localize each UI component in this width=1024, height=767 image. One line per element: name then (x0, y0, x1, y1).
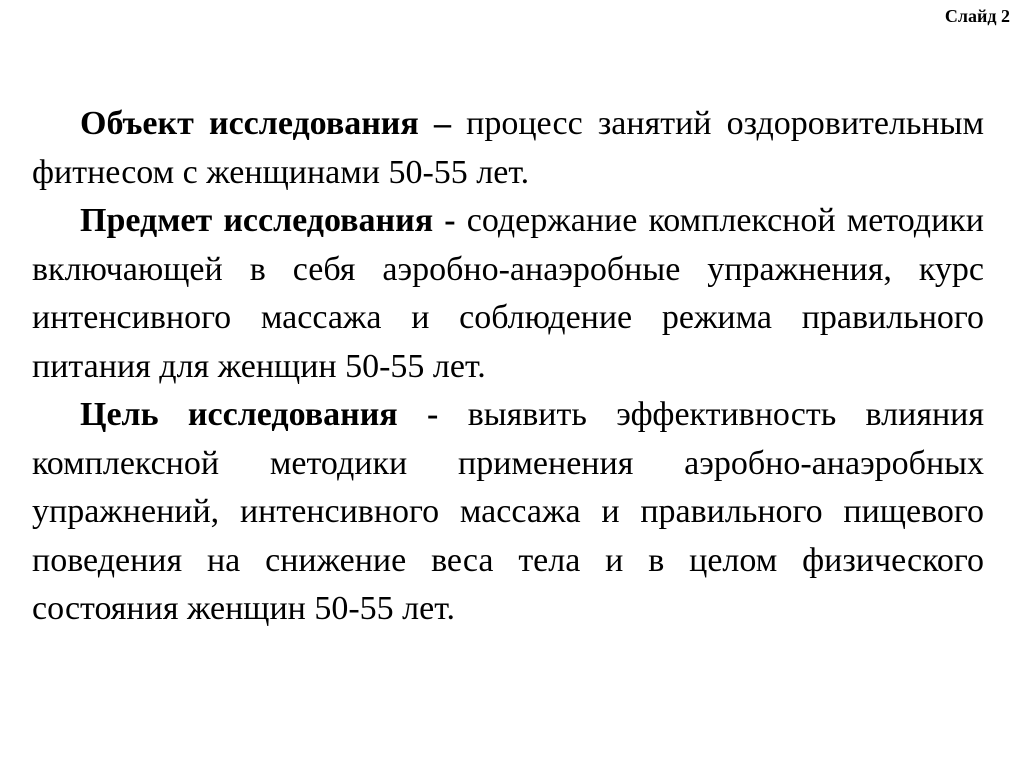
slide-body (32, 100, 984, 634)
research-goal-paragraph (32, 391, 984, 634)
research-subject-paragraph (32, 197, 984, 391)
research-goal-term: Цель исследования - (80, 396, 439, 433)
research-goal-text: выявить эффективность влияния комплексной методики применения аэробно-анаэробных упражнений, интенсивного массажа и правильного пищевого поведения на снижение веса тела и в целом физического состояния женщин 50-55 лет. (32, 396, 984, 627)
research-object-term: Объект исследования – (80, 105, 451, 142)
research-object-text: процесс занятий оздоровительным фитнесом с женщинами 50-55 лет. (32, 105, 984, 191)
research-subject-text: содержание комплексной методики включающей в себя аэробно-анаэробные упражнения, курс интенсивного массажа и соблюдение режима правильного питания для женщин 50-55 лет. (32, 202, 984, 385)
research-object-paragraph (32, 100, 984, 197)
slide-number: Слайд 2 (944, 6, 1010, 26)
research-subject-term: Предмет исследования - (80, 202, 456, 239)
